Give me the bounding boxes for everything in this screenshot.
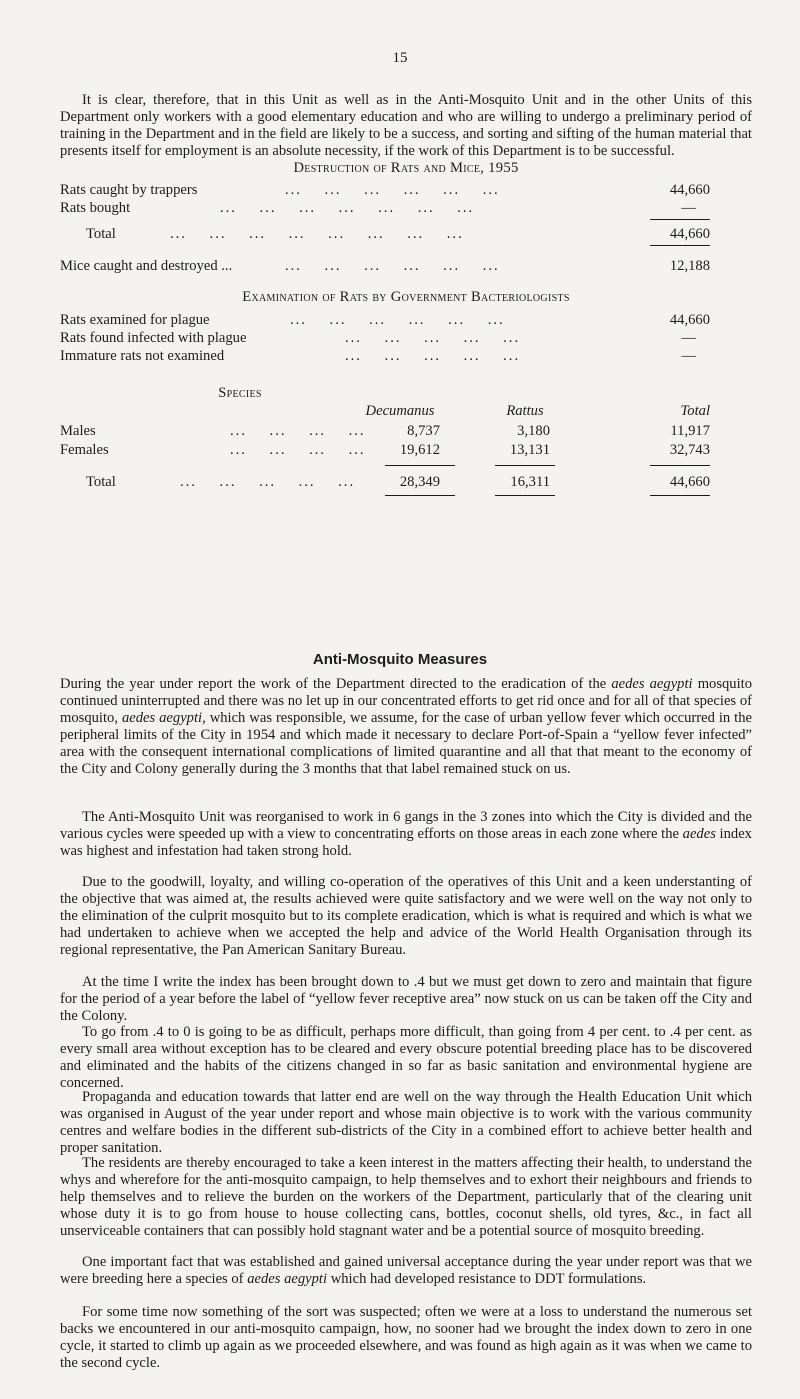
section-title: Anti-Mosquito Measures bbox=[312, 651, 488, 668]
row-label: Rats caught by trappers bbox=[60, 182, 198, 198]
row-value: 44,660 bbox=[669, 182, 710, 198]
leader-dots: ... ... ... ... ... ... ... bbox=[220, 200, 475, 216]
destruction-row bbox=[60, 182, 710, 200]
page-number: 15 bbox=[392, 50, 408, 66]
row-label: Total bbox=[86, 226, 116, 242]
destruction-row bbox=[60, 200, 710, 218]
cell-rattus: 3,180 bbox=[517, 423, 550, 439]
species-heading: Species bbox=[218, 385, 262, 401]
examination-row bbox=[60, 348, 710, 366]
paragraph: Due to the goodwill, loyalty, and willing co-operation of the operatives of this Unit and a keen understanting of the objective that was aimed at, the results achieved were quite satisfactory and we were well on the way not only to the elimination of the culprit mosquito but to its complete eradication, which is what is required and which is what we had undertaken to achieve when we accepted the help and advice of the World Health Organisation through its regional representative, the Pan American Sanitary Bureau. bbox=[60, 874, 752, 958]
cell-total: 32,743 bbox=[669, 442, 710, 458]
sum-rule bbox=[650, 219, 710, 220]
row-value: — bbox=[681, 348, 696, 364]
row-value: 44,660 bbox=[669, 226, 710, 242]
sum-rule bbox=[385, 465, 455, 466]
leader-dots: ... ... ... ... bbox=[230, 442, 366, 458]
examination-row bbox=[60, 312, 710, 330]
paragraph: The residents are thereby encouraged to take a keen interest in the matters affecting their health, to understand the whys and wherefore for the anti-mosquito campaign, to help themselves and to exhort their neighbours and friends to help themselves and to relieve the burden on the workers of the Department, particularly that of the clearing unit whose duty it is to go from house to house collecting cans, bottles, coconut shells, old tyres, &c., in fact all unserviceable containers that can possibly hold stagnant water and be a potential source of mosquito breeding. bbox=[60, 1155, 752, 1239]
leader-dots: ... ... ... ... ... bbox=[345, 330, 521, 346]
row-value: 12,188 bbox=[669, 258, 710, 274]
total-rule bbox=[650, 495, 710, 496]
examination-row bbox=[60, 330, 710, 348]
row-value: — bbox=[681, 200, 696, 216]
leader-dots: ... ... ... ... ... ... bbox=[290, 312, 505, 328]
species-row-label: Total bbox=[86, 474, 116, 490]
intro-paragraph: It is clear, therefore, that in this Unit as well as in the Anti-Mosquito Unit and in the other Units of this Department only workers with a good elementary education and who are willing to undergo a preliminary period of training in the Department and in the field are likely to be a success, and sorting and sifting of the human material that presents itself for employment is an absolute necessity, if the work of this Department is to be successful. bbox=[60, 92, 752, 159]
row-value: — bbox=[681, 330, 696, 346]
leader-dots: ... ... ... ... ... ... bbox=[285, 258, 500, 274]
examination-heading: Examination of Rats by Government Bacteriologists bbox=[242, 289, 570, 305]
col-header-decumanus: Decumanus bbox=[365, 403, 435, 419]
paragraph: At the time I write the index has been brought down to .4 but we must get down to zero and maintain that figure for the period of a year before the label of “yellow fever receptive area” now stuck on us can be taken off the City and the Colony. bbox=[60, 974, 752, 1024]
total-rule bbox=[385, 495, 455, 496]
total-rule bbox=[495, 495, 555, 496]
paragraph: Propaganda and education towards that latter end are well on the way through the Health Education Unit which was organised in August of the year under report and whose main objective is to work with the various community centres and welfare bodies in the different sub-districts of the City in a combined effort to achieve better health and proper sanitation. bbox=[60, 1089, 752, 1156]
leader-dots: ... ... ... ... ... ... bbox=[285, 182, 500, 198]
leader-dots: ... ... ... ... ... bbox=[180, 474, 356, 490]
paragraph: The Anti-Mosquito Unit was reorganised to work in 6 gangs in the 3 zones into which the City is divided and the various cycles were speeded up with a view to concentrating efforts on those areas in each zone where the aedes index was highest and infestation had taken strong hold. bbox=[60, 809, 752, 859]
row-label: Rats bought bbox=[60, 200, 131, 216]
cell-rattus: 16,311 bbox=[510, 474, 550, 490]
species-row-label: Males bbox=[60, 423, 96, 439]
paragraph: For some time now something of the sort was suspected; often we were at a loss to understand the numerous set backs we encountered in our anti-mosquito campaign, how, no sooner had we brought the index down to zero in one cycle, it started to climb up again as we proceeded elsewhere, and was found as high again as it was when we came to the second cycle. bbox=[60, 1304, 752, 1371]
cell-rattus: 13,131 bbox=[509, 442, 550, 458]
paragraph: During the year under report the work of the Department directed to the eradication of the aedes aegypti mosquito continued uninterrupted and there was no let up in our concentrated efforts to get rid once and for all of that species of mosquito, aedes aegypti, which was responsible, we assume, for the case of urban yellow fever which occurred in the peripheral limits of the City in 1954 and which made it necessary to declare Port-of-Spain a “yellow fever infected” area with the consequent international complications of limited quarantine and all that that meant to the economy of the City and Colony generally during the 3 months that that label remained stuck on us. bbox=[60, 676, 753, 777]
row-label: Rats found infected with plague bbox=[60, 330, 247, 346]
total-rule bbox=[650, 245, 710, 246]
col-header-rattus: Rattus bbox=[506, 403, 544, 419]
destruction-total-row bbox=[60, 226, 710, 244]
cell-decumanus: 28,349 bbox=[399, 474, 440, 490]
species-row-label: Females bbox=[60, 442, 109, 458]
sum-rule bbox=[495, 465, 555, 466]
row-label: Mice caught and destroyed ... bbox=[60, 258, 233, 274]
leader-dots: ... ... ... ... bbox=[230, 423, 366, 439]
col-header-total: Total bbox=[680, 403, 710, 419]
cell-total: 44,660 bbox=[669, 474, 710, 490]
leader-dots: ... ... ... ... ... bbox=[345, 348, 521, 364]
destruction-heading: Destruction of Rats and Mice, 1955 bbox=[293, 160, 519, 176]
leader-dots: ... ... ... ... ... ... ... ... bbox=[170, 226, 464, 242]
row-value: 44,660 bbox=[669, 312, 710, 328]
paragraph: To go from .4 to 0 is going to be as difficult, perhaps more difficult, than going from 4 per cent. to .4 per cent. as every small area without exception has to be cleared and every obscure potential breeding place has to be discovered and eliminated and the habits of the citizens changed in so far as basic sanitation and environmental hygiene are concerned. bbox=[60, 1024, 752, 1091]
cell-decumanus: 8,737 bbox=[407, 423, 440, 439]
paragraph: One important fact that was established and gained universal acceptance during the year under report was that we were breeding here a species of aedes aegypti which had developed resistance to DDT formulations. bbox=[60, 1254, 752, 1287]
destruction-row bbox=[60, 258, 710, 276]
row-label: Immature rats not examined bbox=[60, 348, 225, 364]
sum-rule bbox=[650, 465, 710, 466]
row-label: Rats examined for plague bbox=[60, 312, 210, 328]
cell-total: 11,917 bbox=[670, 423, 710, 439]
cell-decumanus: 19,612 bbox=[399, 442, 440, 458]
